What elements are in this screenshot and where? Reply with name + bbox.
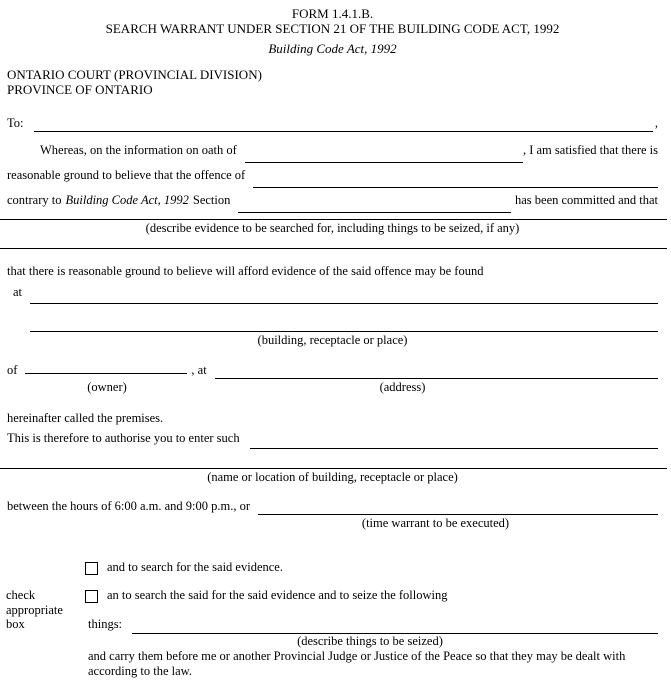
of-label: of: [7, 363, 18, 377]
seize-things-checkbox[interactable]: [85, 590, 98, 603]
time-hint-row: [7, 515, 658, 531]
court-name: ONTARIO COURT (PROVINCIAL DIVISION): [7, 67, 262, 82]
things-row: [88, 614, 658, 634]
section-label: Section: [192, 193, 231, 207]
time-hint: (time warrant to be executed): [361, 516, 510, 530]
search-evidence-option-row: [85, 558, 658, 576]
seize-things-label: an to search the said for the said evidence and to seize the following: [107, 588, 448, 602]
to-trailing-comma: ,: [654, 116, 658, 130]
to-blank-field[interactable]: [34, 114, 653, 132]
address-hint: (address): [379, 380, 426, 394]
owner-hint: (owner): [87, 380, 127, 394]
things-hint-row: [7, 634, 658, 649]
check-note-line3: box: [6, 617, 25, 631]
hours-row: [7, 497, 658, 515]
hours-lead: between the hours of 6:00 a.m. and 9:00 p.m., or: [7, 499, 251, 513]
owner-address-row: [7, 362, 658, 379]
whereas-row: [7, 138, 658, 163]
carry-statement-line2: according to the law.: [88, 664, 193, 678]
form-number: FORM 1.4.1.B.: [291, 6, 374, 21]
at-location-blank-field[interactable]: [30, 280, 658, 304]
owner-blank-field[interactable]: [25, 373, 187, 374]
at-label: at: [13, 285, 23, 299]
offence-row: [7, 163, 658, 188]
describe-evidence-hint: (describe evidence to be searched for, including things to be seized, if any): [145, 221, 520, 235]
check-note-line1: check: [6, 588, 36, 602]
separator-line-bottom: [0, 248, 667, 249]
form-title: SEARCH WARRANT UNDER SECTION 21 OF THE BUILDING CODE ACT, 1992: [105, 21, 560, 36]
whereas-lead: Whereas, on the information on oath of: [40, 143, 237, 157]
check-note-line2: appropriate: [6, 602, 63, 617]
things-label: things:: [88, 617, 123, 631]
things-blank-field[interactable]: [132, 614, 658, 634]
contrary-act-name: Building Code Act, 1992: [65, 193, 189, 207]
province-name: PROVINCE OF ONTARIO: [7, 82, 153, 97]
section-blank-field[interactable]: [238, 188, 511, 213]
whereas-trail: , I am satisfied that there is: [522, 143, 658, 157]
building-hint: (building, receptacle or place): [257, 333, 408, 347]
search-evidence-checkbox[interactable]: [85, 562, 98, 575]
enter-such-blank-field[interactable]: [250, 427, 658, 449]
check-note: [6, 588, 63, 632]
premises-statement: hereinafter called the premises.: [7, 411, 164, 425]
oath-name-blank-field[interactable]: [245, 138, 523, 163]
act-name: Building Code Act, 1992: [268, 41, 397, 56]
time-blank-field[interactable]: [258, 497, 658, 515]
address-blank-field[interactable]: [215, 362, 658, 379]
carry-statement-line1: and carry them before me or another Provincial Judge or Justice of the Peace so that they may be dealt with: [88, 649, 626, 663]
comma-at-label: , at: [191, 363, 207, 377]
location-hint: (name or location of building, receptacle or place): [207, 470, 458, 484]
authorise-row: [7, 427, 658, 449]
things-hint: (describe things to be seized): [297, 634, 443, 648]
committed-trail: has been committed and that: [514, 193, 658, 207]
to-label: To:: [7, 116, 24, 130]
owner-address-hints-row: [7, 379, 658, 395]
seize-things-option-row: [85, 586, 658, 604]
contrary-lead: contrary to: [7, 193, 62, 207]
authorise-lead: This is therefore to authorise you to enter such: [7, 431, 240, 445]
found-statement: that there is reasonable ground to believe will afford evidence of the said offence may be found: [7, 264, 484, 278]
offence-lead: reasonable ground to believe that the offence of: [7, 168, 246, 182]
to-row: [7, 114, 658, 132]
at-row: [7, 280, 658, 304]
contrary-row: [7, 188, 658, 213]
offence-blank-field[interactable]: [253, 163, 658, 188]
search-evidence-label: and to search for the said evidence.: [107, 560, 283, 574]
